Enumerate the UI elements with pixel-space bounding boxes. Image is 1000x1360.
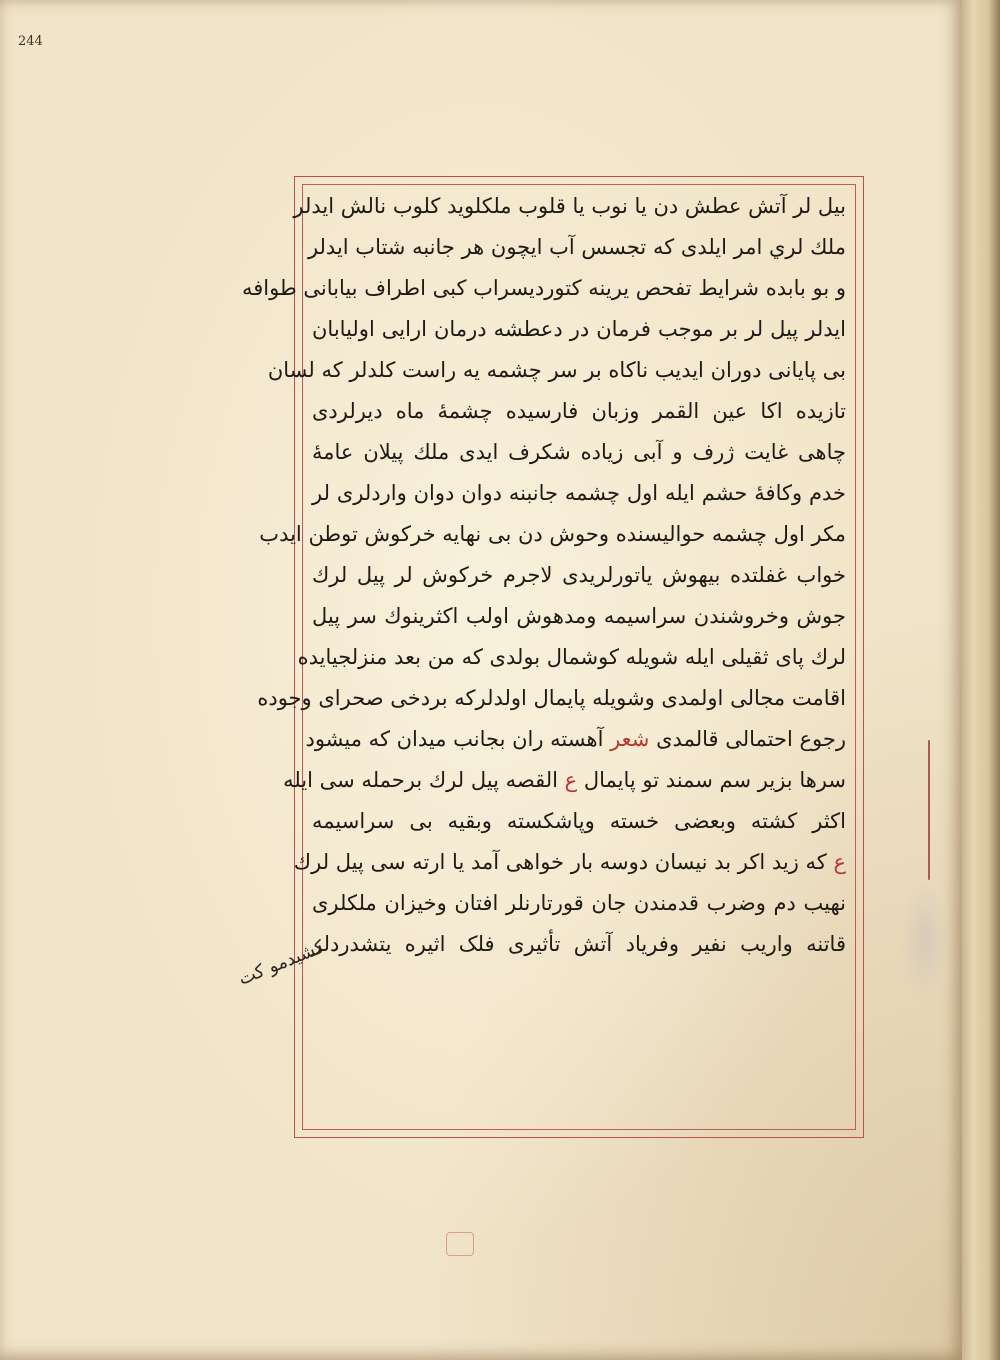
text-segment: آهسته ران بجانب میدان که میشود bbox=[305, 727, 604, 751]
text-segment: رجوع احتمالی قالمدی bbox=[656, 727, 846, 751]
text-line: بی پایانی دوران ایدیب ناکاه بر سر چشمه یه راست کلدلر که لسان bbox=[267, 358, 846, 382]
text-line: لرك پای ثقیلی ایله شویله کوشمال بولدی که من بعد منزلجیایده bbox=[297, 645, 846, 669]
text-line-with-rubric bbox=[293, 842, 854, 883]
text-line: مکر اول چشمه حوالیسنده وحوش دن بی نهایه خرکوش توطن ایدب bbox=[259, 522, 846, 546]
text-line: جوش وخروشندن سراسیمه ومدهوش اولب اکثرینوك سر پیل bbox=[312, 604, 846, 628]
margin-pen-stroke bbox=[928, 740, 930, 880]
text-line: اکثر کشته وبعضی خسته وپاشکسته وبقیه بی سراسیمه bbox=[312, 809, 846, 833]
margin-annotation: کشیدمو کت bbox=[235, 936, 328, 990]
adjacent-page-edge bbox=[962, 0, 1000, 1360]
text-line-with-rubric bbox=[283, 760, 854, 801]
page-number: 244 bbox=[18, 34, 43, 49]
rubric-word: ع bbox=[564, 768, 578, 792]
library-stamp bbox=[446, 1232, 474, 1256]
text-line: ایدلر پیل لر بر موجب فرمان در دعطشه درمان ارایی اولیابان bbox=[312, 317, 846, 341]
text-line: نهیب دم وضرب قدمندن جان قورتارنلر افتان وخیزان ملکلری bbox=[312, 891, 846, 915]
text-line: چاهی غایت ژرف و آبی زیاده شکرف ایدی ملك پیلان عامهٔ bbox=[312, 440, 846, 464]
text-line-with-rubric bbox=[304, 719, 854, 760]
text-line: خدم وکافهٔ حشم ایله اول چشمه جانبنه دوان دوان واردلری لر bbox=[312, 481, 846, 505]
rubric-word: شعر bbox=[610, 727, 650, 751]
text-line: تازیده اکا عین القمر وزبان فارسیده چشمهٔ ماه دیرلردی bbox=[312, 399, 846, 423]
text-line: ملك لري امر ایلدی که تجسس آب ایچون هر جانبه شتاب ایدلر bbox=[307, 235, 846, 259]
text-line: بیل لر آتش عطش دن یا نوب یا قلوب ملکلوید کلوب نالش ایدلر bbox=[293, 194, 846, 218]
text-segment: که زید اکر بد نیسان دوسه بار خواهی آمد bbox=[471, 850, 827, 874]
text-line: خواب غفلتده بیهوش یاتورلریدی لاجرم خرکوش لر پیل لرك bbox=[312, 563, 846, 587]
text-line: و بو بابده شرایط تفحص یرینه کتوردیسراب کبی اطراف بیابانی طوافه bbox=[241, 276, 846, 300]
text-segment: سرها بزیر سم سمند تو پایمال bbox=[583, 768, 846, 792]
text-segment: یا ارته سی پیل لرك bbox=[293, 850, 465, 874]
text-segment: القصه پیل لرك برحمله سی ایله bbox=[283, 768, 558, 792]
rubric-word: ع bbox=[833, 850, 846, 874]
text-line: قاتنه واریب نفیر وفریاد آتش تأثیری فلک اثیره یتشدردلر bbox=[312, 932, 846, 956]
text-line: اقامت مجالی اولمدی وشویله پایمال اولدلرکه بردخی صحرای وجوده bbox=[257, 686, 846, 710]
paper-stain bbox=[900, 880, 950, 1000]
